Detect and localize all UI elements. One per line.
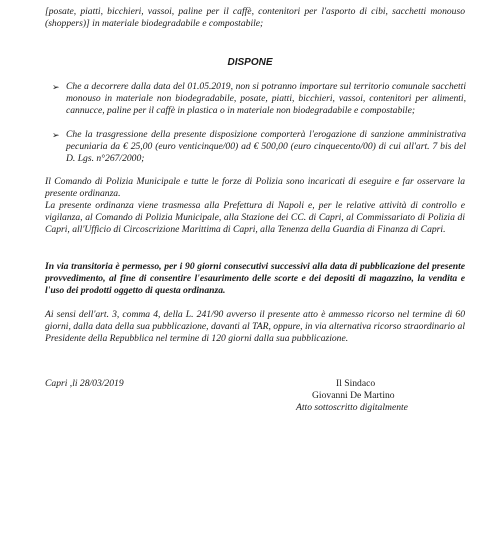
bullet-text: Che la trasgressione della presente disposizione comporterà l'erogazione di sanzione amministrativa pecuniaria da € 25,00 (euro venticinque/00) ad € 500,00 (euro cinquecento/00) di cui all'art. 7 bis del D. Lgs. n°267/2000; xyxy=(66,129,466,165)
signature-note: Atto sottoscritto digitalmente xyxy=(296,402,408,413)
place-date: Capri ,li 28/03/2019 xyxy=(45,378,124,389)
signer-name: Giovanni De Martino xyxy=(312,390,395,401)
ricorso-paragraph: Ai sensi dell'art. 3, comma 4, della L. 241/90 avverso il presente atto è ammesso ricorso nel termine di 60 giorni, dalla data della sua pubblicazione, davanti al TAR, oppure, in via alternativa ricorso straordinario al Presidente della Repubblica nel termine di 120 giorni dalla sua pubblicazione. xyxy=(45,309,465,345)
transitoria-paragraph: In via transitoria è permesso, per i 90 giorni consecutivi successivi alla data di pubblicazione del presente provvedimento, al fine di consentire l'esaurimento delle scorte e dei depositi di magazzino, la vendita e l'uso dei prodotti oggetto di questa ordinanza. xyxy=(45,261,465,297)
arrow-bullet-icon: ➢ xyxy=(52,82,60,92)
bullet-item xyxy=(52,81,466,117)
dispone-heading: DISPONE xyxy=(227,57,273,68)
bullet-item xyxy=(52,129,466,165)
comando-paragraph: Il Comando di Polizia Municipale e tutte le forze di Polizia sono incaricati di eseguire e far osservare la presente ordinanza. xyxy=(45,176,465,200)
arrow-bullet-icon: ➢ xyxy=(52,130,60,140)
signer-role: Il Sindaco xyxy=(336,378,376,389)
trasmessa-paragraph: La presente ordinanza viene trasmessa alla Prefettura di Napoli e, per le relative attività di controllo e vigilanza, al Comando di Polizia Municipale, alla Stazione dei CC. di Capri, al Commissariato di Polizia di Capri, all'Ufficio di Circoscrizione Marittima di Capri, alla Tenenza della Guardia di Finanza di Capri. xyxy=(45,200,465,236)
bullet-text: Che a decorrere dalla data del 01.05.2019, non si potranno importare sul territorio comunale sacchetti monouso in materiale non biodegradabile, posate, piatti, bicchieri, vassoi, contenitori per alimenti, cannucce, paline per il caffè in plastica o in materiale non biodegradabile e compostabile; xyxy=(66,81,466,117)
intro-paragraph: [posate, piatti, bicchieri, vassoi, paline per il caffè, contenitori per l'asporto di cibi, sacchetti monouso (shoppers)] in materiale biodegradabile e compostabile; xyxy=(45,6,465,30)
